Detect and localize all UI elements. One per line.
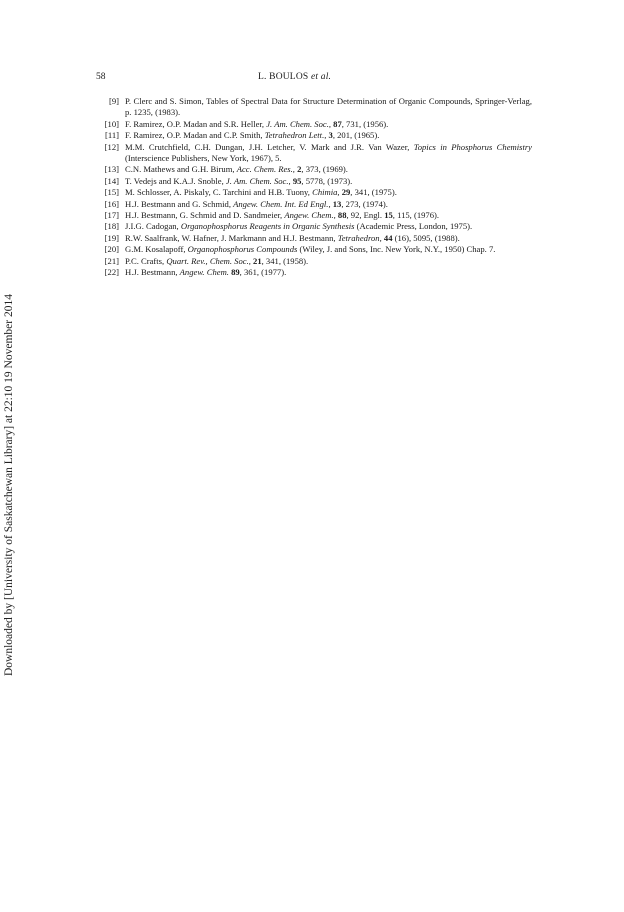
reference-segment: , 273, (1974). xyxy=(341,198,388,209)
reference-segment: , 92, Engl. xyxy=(346,210,385,221)
reference-item xyxy=(96,221,532,232)
reference-number: [17] xyxy=(104,210,119,221)
reference-text xyxy=(125,119,532,130)
reference-segment: (Wiley, J. and Sons, Inc. New York, N.Y., 1950) Chap. 7. xyxy=(297,244,496,255)
reference-segment: , xyxy=(379,232,384,243)
reference-segment: , xyxy=(337,187,342,198)
reference-number: [16] xyxy=(104,198,119,209)
reference-item xyxy=(96,187,532,198)
reference-segment: J.I.G. Cadogan, xyxy=(125,221,181,232)
page-number: 58 xyxy=(96,72,106,82)
reference-segment: , 341, (1958). xyxy=(261,255,309,266)
reference-item xyxy=(96,164,532,175)
reference-volume: 3 xyxy=(328,130,333,141)
reference-segment: , xyxy=(324,130,329,141)
reference-item xyxy=(96,199,532,210)
reference-text xyxy=(125,233,532,244)
reference-item xyxy=(96,210,532,221)
reference-journal: Topics in Phosphorus Chemistry xyxy=(413,141,532,152)
reference-journal: Tetrahedron xyxy=(337,232,380,243)
reference-volume: 44 xyxy=(383,232,393,243)
reference-text xyxy=(125,244,532,255)
reference-volume: 89 xyxy=(231,267,240,278)
reference-volume: 15 xyxy=(384,210,393,221)
reference-list xyxy=(96,96,532,279)
reference-segment: , 361, (1977). xyxy=(239,267,287,278)
reference-text xyxy=(125,199,532,210)
reference-segment: (Interscience Publishers, New York, 1967), 5. xyxy=(125,153,282,164)
reference-item xyxy=(96,119,532,130)
reference-number: [19] xyxy=(104,232,119,243)
reference-item xyxy=(96,256,532,267)
reference-number: [10] xyxy=(104,118,119,129)
running-head-etal: et al. xyxy=(310,72,332,82)
reference-segment: , xyxy=(333,210,338,221)
reference-segment: F. Ramirez, O.P. Madan and S.R. Heller, xyxy=(125,118,267,129)
reference-segment: (Academic Press, London, 1975). xyxy=(354,221,473,232)
reference-journal: J. Am. Chem. Soc. xyxy=(225,175,289,186)
reference-journal: Angew. Chem. Int. Ed Engl. xyxy=(233,198,329,209)
reference-volume: 87 xyxy=(333,118,342,129)
reference-segment: , 201, (1965). xyxy=(332,130,380,141)
reference-text xyxy=(125,142,532,165)
reference-number: [9] xyxy=(108,96,119,106)
reference-text xyxy=(125,130,532,141)
reference-segment: H.J. Bestmann and G. Schmid, xyxy=(125,198,234,209)
reference-journal: Angew. Chem. xyxy=(179,267,229,278)
reference-segment: F. Ramirez, O.P. Madan and C.P. Smith, xyxy=(125,130,265,141)
reference-item xyxy=(96,96,532,119)
reference-segment: (16), 5095, (1988). xyxy=(392,232,460,243)
reference-segment: , 341, (1975). xyxy=(350,187,397,198)
reference-text xyxy=(125,96,532,119)
reference-number: [18] xyxy=(104,221,119,232)
reference-volume: 95 xyxy=(292,175,302,186)
reference-item xyxy=(96,130,532,141)
reference-volume: 13 xyxy=(332,198,342,209)
reference-number: [13] xyxy=(104,164,119,175)
reference-text xyxy=(125,210,532,221)
running-head-authors: L. BOULOS xyxy=(258,72,309,82)
reference-journal: J. Am. Chem. Soc. xyxy=(266,118,329,129)
reference-volume: 2 xyxy=(297,164,302,175)
reference-segment: R.W. Saalfrank, W. Hafner, J. Markmann and H.J. Bestmann, xyxy=(125,232,338,243)
reference-journal: Angew. Chem. xyxy=(284,210,334,221)
reference-journal: Chimia xyxy=(312,187,338,198)
reference-text xyxy=(125,164,532,175)
reference-segment: T. Vedejs and K.A.J. Snoble, xyxy=(125,175,226,186)
reference-segment: , xyxy=(328,198,333,209)
reference-item xyxy=(96,176,532,187)
reference-segment: , 5778, (1973). xyxy=(301,175,353,186)
reference-number: [21] xyxy=(104,255,119,266)
reference-volume: 29 xyxy=(341,187,351,198)
reference-item xyxy=(96,233,532,244)
reference-text xyxy=(125,176,532,187)
reference-number: [15] xyxy=(104,187,119,198)
reference-segment: , xyxy=(292,164,298,175)
reference-segment: C.N. Mathews and G.H. Birum, xyxy=(125,164,237,175)
reference-number: [22] xyxy=(104,267,119,278)
reference-journal: Tetrahedron Lett. xyxy=(264,130,325,141)
reference-text xyxy=(125,267,532,278)
reference-text xyxy=(125,187,532,198)
reference-number: [12] xyxy=(104,141,119,152)
reference-segment: , xyxy=(328,118,334,129)
reference-journal: Quart. Rev., Chem. Soc. xyxy=(166,255,249,266)
reference-number: [20] xyxy=(104,244,119,255)
reference-text xyxy=(125,256,532,267)
reference-journal: Acc. Chem. Res. xyxy=(236,164,293,175)
reference-volume: 88 xyxy=(337,210,347,221)
reference-segment: , 373, (1969). xyxy=(301,164,348,175)
download-watermark: Downloaded by [University of Saskatchewan Library] at 22:10 19 November 2014 xyxy=(3,294,15,676)
reference-item xyxy=(96,267,532,278)
reference-item xyxy=(96,142,532,165)
reference-segment: , 115, (1976). xyxy=(392,210,440,221)
reference-number: [11] xyxy=(105,130,119,141)
reference-segment: P. Clerc and S. Simon, Tables of Spectral Data for Structure Determination of Organic Compounds, Springer-Verlag, p. 1235, (1983). xyxy=(125,96,532,118)
reference-segment: , xyxy=(248,255,254,266)
reference-segment: H.J. Bestmann, G. Schmid and D. Sandmeier, xyxy=(125,210,285,221)
reference-number: [14] xyxy=(104,175,119,186)
reference-text xyxy=(125,221,532,232)
reference-journal: Organophosphorus Compounds xyxy=(187,244,298,255)
reference-journal: Organophosphorus Reagents in Organic Synthesis xyxy=(180,221,355,232)
reference-segment: , xyxy=(288,175,293,186)
reference-segment: P.C. Crafts, xyxy=(125,255,167,266)
reference-segment: M. Schlosser, A. Piskaly, C. Tarchini and H.B. Tuony, xyxy=(125,187,313,198)
running-head xyxy=(258,72,331,82)
reference-segment: H.J. Bestmann, xyxy=(125,267,180,278)
reference-segment: M.M. Crutchfield, C.H. Dungan, J.H. Letcher, V. Mark and J.R. Van Wazer, xyxy=(125,141,414,152)
reference-volume: 21 xyxy=(253,255,262,266)
reference-item xyxy=(96,244,532,255)
reference-segment: G.M. Kosalapoff, xyxy=(125,244,188,255)
reference-segment: , 731, (1956). xyxy=(341,118,389,129)
